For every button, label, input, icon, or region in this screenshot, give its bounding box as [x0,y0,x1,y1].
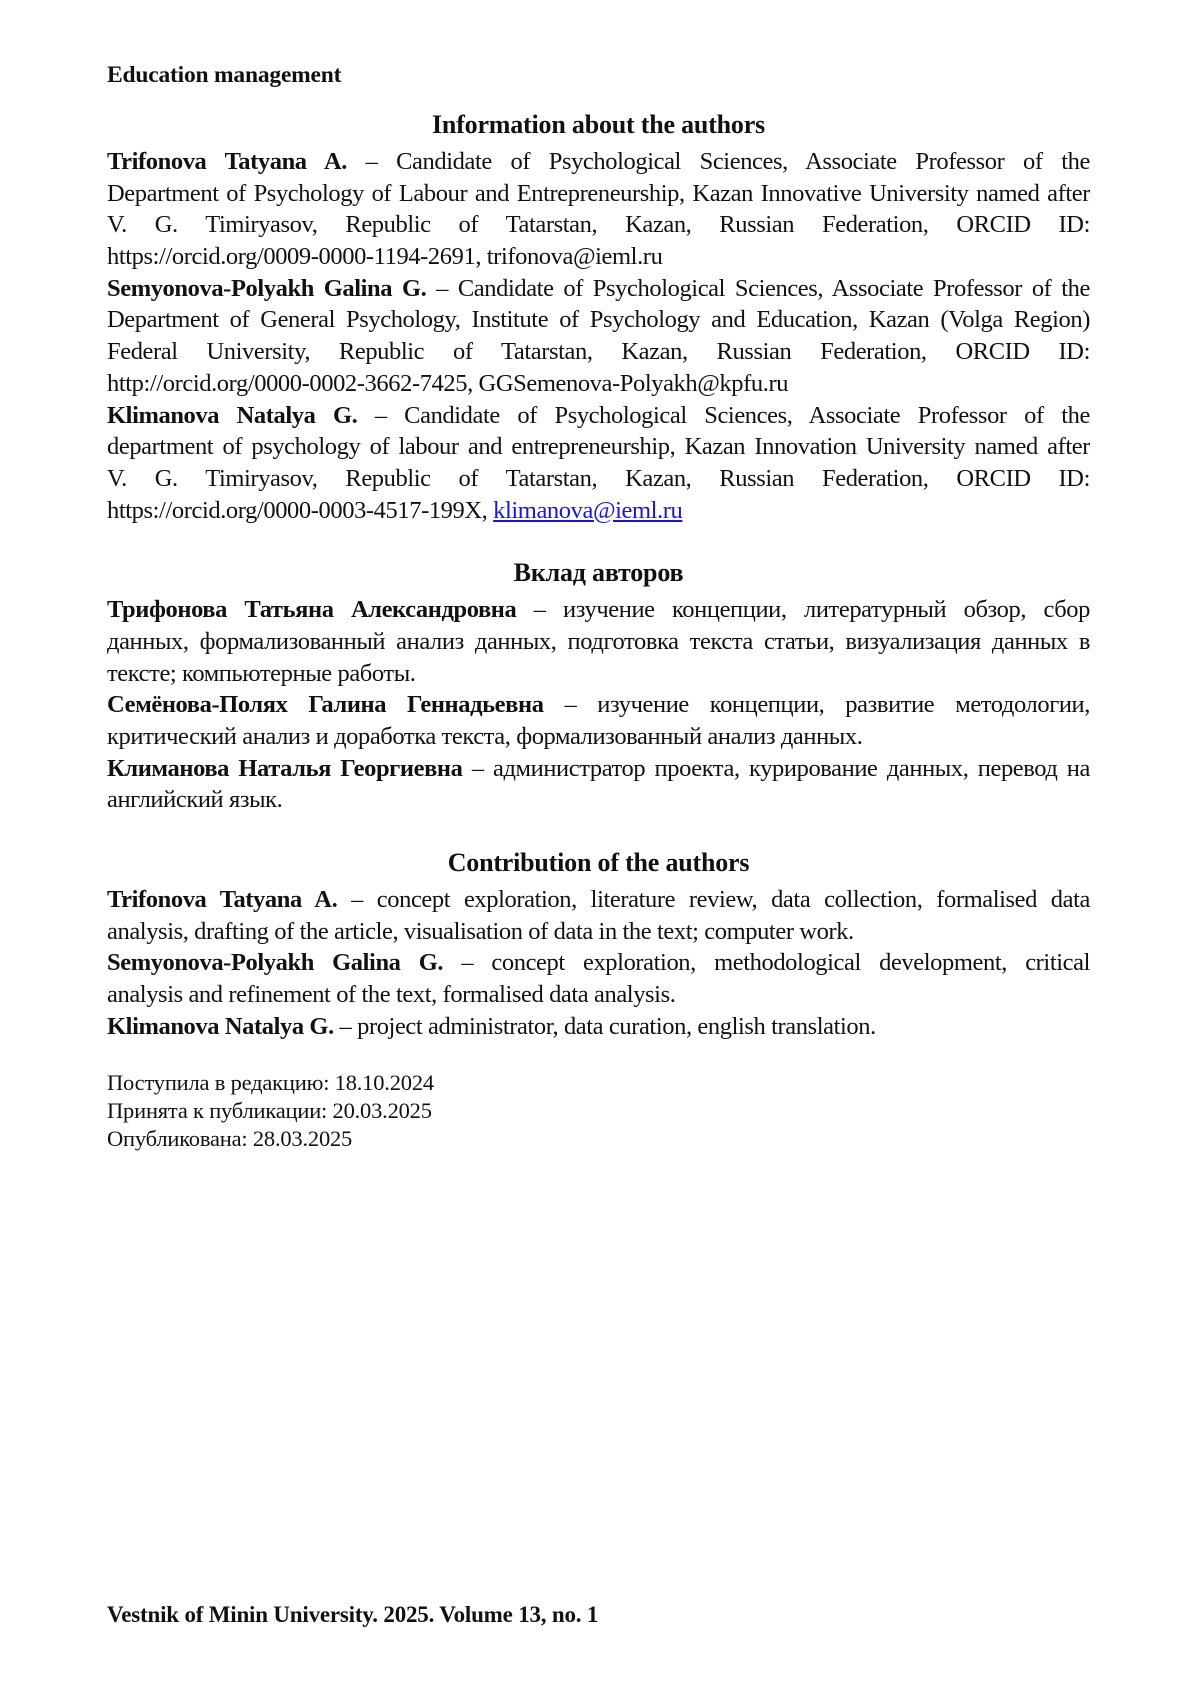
text-segment: V. G. Timiryasov, Republic of Tatarstan, Kazan, Russian Federation, ORCID ID: [107,464,1090,492]
text-line [107,658,1090,690]
text-line [107,178,1090,210]
text-line [107,304,1090,336]
text-segment: Federal University, Republic of Tatarstan, Kazan, Russian Federation, ORCID ID: [107,338,1090,366]
section-2 [107,556,1090,816]
running-head: Education management [107,62,342,88]
text-segment: – concept exploration, literature review, data collection, formalised data [337,886,1090,914]
author-paragraph [107,884,1090,947]
author-paragraph [107,753,1090,816]
text-segment: – администратор проекта, курирование данных, перевод на [462,754,1090,782]
text-line [107,1011,1090,1043]
section-heading: Вклад авторов [513,558,684,588]
text-line [107,916,1090,948]
author-name: Трифонова Татьяна Александровна [107,596,517,624]
email-link[interactable]: klimanova@ieml.ru [493,496,683,524]
section-heading: Contribution of the authors [447,848,750,878]
text-line [107,689,1090,721]
text-line [107,146,1090,178]
text-line [107,495,1090,527]
text-line [107,368,1090,400]
text-line [107,947,1090,979]
text-segment: analysis and refinement of the text, formalised data analysis. [107,981,676,1009]
author-paragraph [107,400,1090,527]
text-segment: тексте; компьютерные работы. [107,659,416,687]
text-line [107,626,1090,658]
text-segment: – изучение концепции, литературный обзор, сбор [516,596,1090,624]
text-line [107,979,1090,1011]
author-paragraph [107,1011,1090,1043]
section-3 [107,846,1090,1042]
author-name: Семёнова-Полях Галина Геннадьевна [107,691,544,719]
text-line [107,884,1090,916]
author-name: Trifonova Tatyana A. [107,886,338,914]
section-heading: Information about the authors [432,110,765,139]
section-1 [107,108,1090,526]
text-segment: https://orcid.org/0000-0003-4517-199X, [107,496,494,524]
author-paragraph [107,146,1090,273]
text-line [107,336,1090,368]
author-name: Klimanova Natalya G. [107,1012,334,1040]
dates-block [107,1069,1090,1153]
author-name: Климанова Наталья Георгиевна [107,754,463,782]
author-name: Semyonova-Polyakh Galina G. [107,949,444,977]
text-segment: http://orcid.org/0000-0002-3662-7425, GGSemenova-Polyakh@kpfu.ru [107,369,789,397]
text-segment: – Candidate of Psychological Sciences, Associate Professor of the [426,274,1090,302]
text-line [107,241,1090,273]
text-segment: – Candidate of Psychological Sciences, Associate Professor of the [346,148,1090,175]
author-name: Semyonova-Polyakh Galina G. [107,274,427,302]
author-paragraph [107,947,1090,1010]
text-line [107,463,1090,495]
text-segment: V. G. Timiryasov, Republic of Tatarstan, Kazan, Russian Federation, ORCID ID: [107,211,1090,239]
date-published: Опубликована: 28.03.2025 [107,1125,353,1151]
text-line [107,721,1090,753]
text-segment: department of psychology of labour and entrepreneurship, Kazan Innovation University named after [107,433,1090,461]
text-line [107,273,1090,305]
date-received: Поступила в редакцию: 18.10.2024 [107,1069,434,1095]
text-segment: – Candidate of Psychological Sciences, Associate Professor of the [357,401,1090,429]
text-segment: https://orcid.org/0009-0000-1194-2691, trifonova@ieml.ru [107,243,663,271]
author-paragraph [107,594,1090,689]
text-segment: критический анализ и доработка текста, формализованный анализ данных. [107,723,863,750]
text-line [107,784,1090,816]
text-line [107,594,1090,626]
author-name: Klimanova Natalya G. [107,401,358,429]
text-segment: – concept exploration, methodological development, critical [443,949,1090,977]
text-segment: Department of General Psychology, Institute of Psychology and Education, Kazan (Volga Region) [107,306,1090,334]
author-paragraph [107,689,1090,752]
document-body [107,108,1090,1043]
text-line [107,431,1090,463]
text-segment: – изучение концепции, развитие методологии, [543,691,1090,719]
text-segment: английский язык. [107,786,283,814]
text-segment: данных, формализованный анализ данных, подготовка текста статьи, визуализация данных в [107,627,1090,655]
text-segment: analysis, drafting of the article, visualisation of data in the text; computer work. [107,917,854,945]
text-line [107,400,1090,432]
author-name: Trifonova Tatyana A. [107,148,347,175]
date-accepted: Принята к публикации: 20.03.2025 [107,1097,432,1123]
text-segment: – project administrator, data curation, english translation. [333,1012,876,1040]
text-line [107,209,1090,241]
text-line [107,753,1090,785]
author-paragraph [107,273,1090,400]
page-footer: Vestnik of Minin University. 2025. Volume 13, no. 1 [107,1602,599,1627]
text-segment: Department of Psychology of Labour and Entrepreneurship, Kazan Innovative University named after [107,179,1090,207]
